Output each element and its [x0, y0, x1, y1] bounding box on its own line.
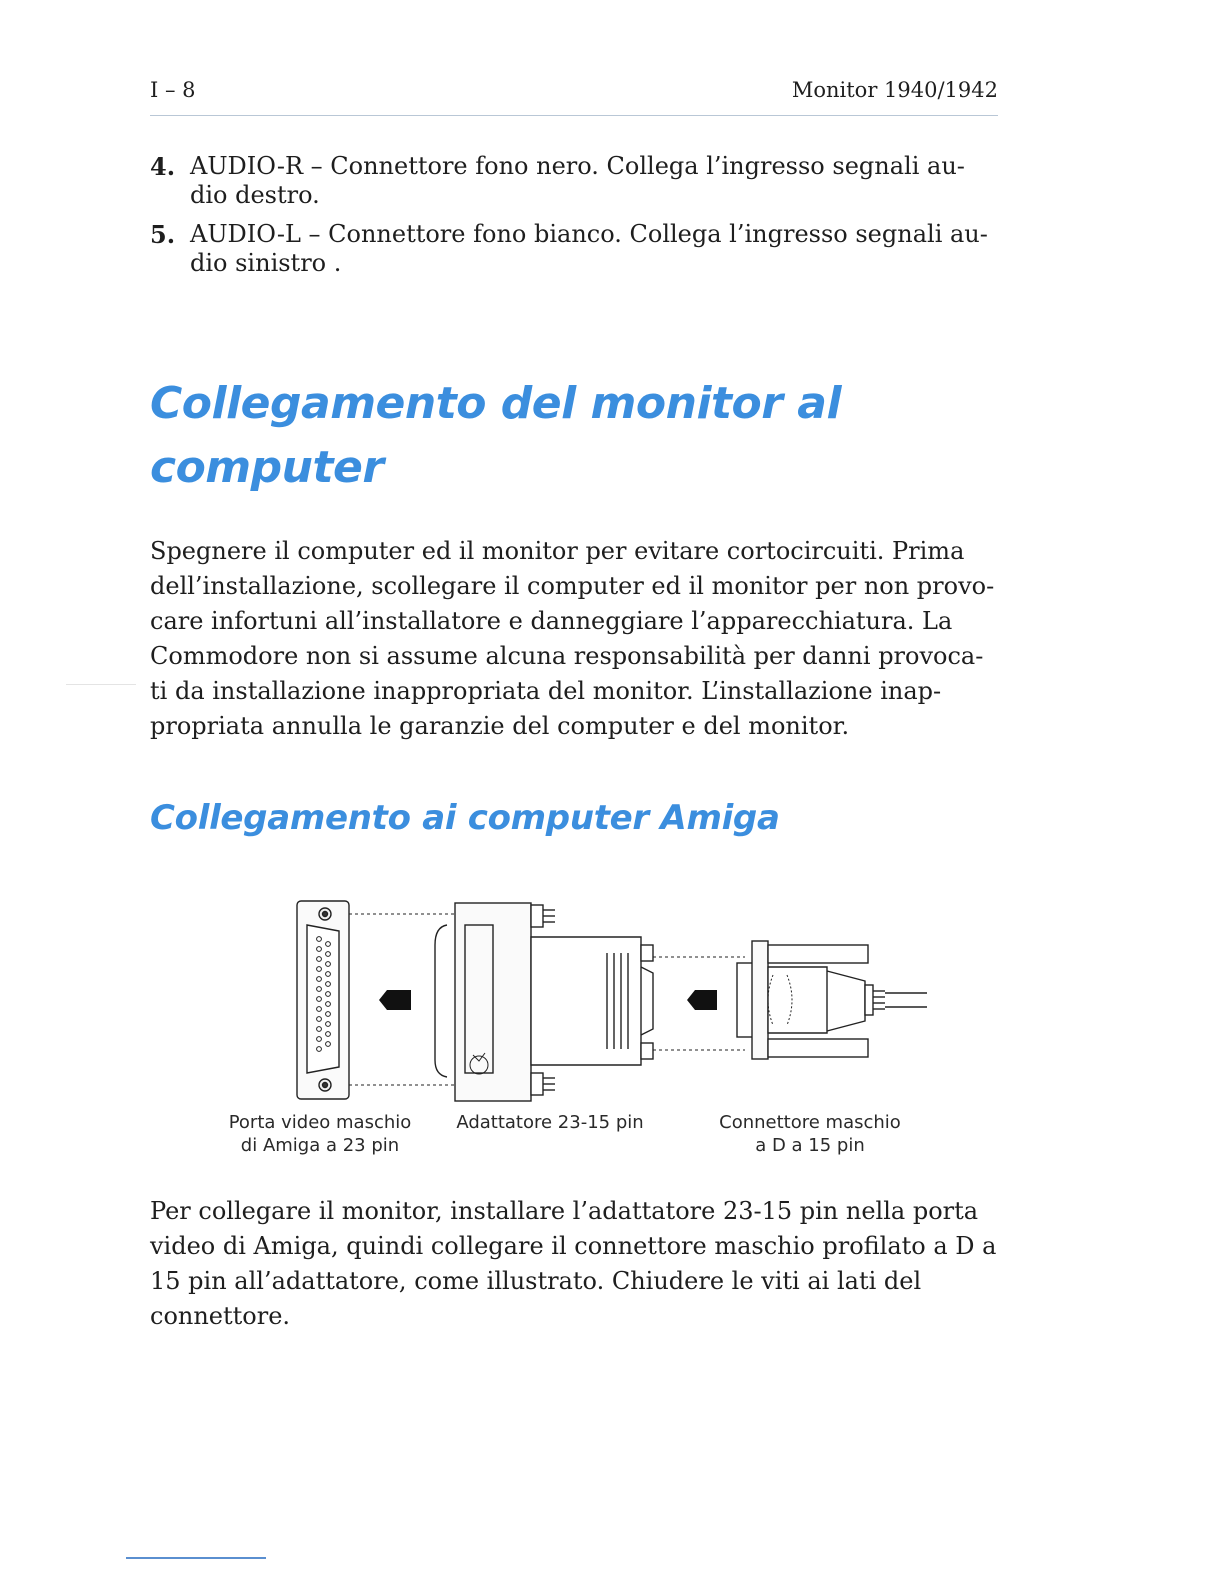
header-divider — [150, 115, 998, 116]
adapter-23-15 — [435, 903, 653, 1101]
caption-line: di Amiga a 23 pin — [240, 1135, 400, 1156]
page-header — [150, 78, 998, 110]
footer-divider — [126, 1557, 266, 1559]
list-item — [150, 220, 998, 278]
section-paragraph: Spegnere il computer ed il monitor per evitare cortocircuiti. Prima dell’installazione, scollegare il computer ed il monitor per non provo-care infortuni all’installatore e danneggiare l’apparecchiatura. La Commodore non si assume alcuna responsabilità per danni provoca-ti da installazione inappropriata del monitor. L’installazione inap-propriata annulla le garanzie del computer e del monitor. — [150, 537, 995, 740]
d15-male-connector — [737, 941, 927, 1059]
margin-mark — [66, 684, 136, 685]
caption-line: Porta video maschio — [228, 1112, 412, 1133]
caption-line: Connettore maschio — [719, 1112, 901, 1133]
caption-line: Adattatore 23-15 pin — [456, 1112, 644, 1133]
caption-line: a D a 15 pin — [755, 1135, 865, 1156]
connector-list — [150, 152, 998, 288]
caption-amiga-port — [205, 1111, 435, 1157]
list-item-number: 5. — [150, 220, 176, 249]
list-item-text: AUDIO-R – Connettore fono nero. Collega l’ingresso segnali au-dio destro. — [190, 152, 965, 209]
arrow-left-icon — [687, 990, 717, 1010]
caption-adapter — [440, 1111, 660, 1134]
connection-diagram — [215, 895, 955, 1110]
caption-connector — [700, 1111, 920, 1157]
page-number: I – 8 — [150, 78, 196, 102]
subsection-heading: Collegamento ai computer Amiga — [150, 798, 780, 838]
running-title: Monitor 1940/1942 — [791, 78, 998, 102]
arrow-left-icon — [379, 990, 411, 1010]
subsection-paragraph: Per collegare il monitor, installare l’adattatore 23-15 pin nella porta video di Amiga, quindi collegare il connettore maschio profilato a D a 15 pin all’adattatore, come illustrato. Chiudere le viti ai lati del connettore. — [150, 1197, 997, 1330]
list-item-number: 4. — [150, 152, 176, 181]
list-item — [150, 152, 998, 210]
amiga-video-port — [297, 901, 349, 1099]
section-heading: Collegamento del monitor al computer — [150, 378, 842, 493]
list-item-text: AUDIO-L – Connettore fono bianco. Collega l’ingresso segnali au-dio sinistro . — [190, 220, 988, 277]
